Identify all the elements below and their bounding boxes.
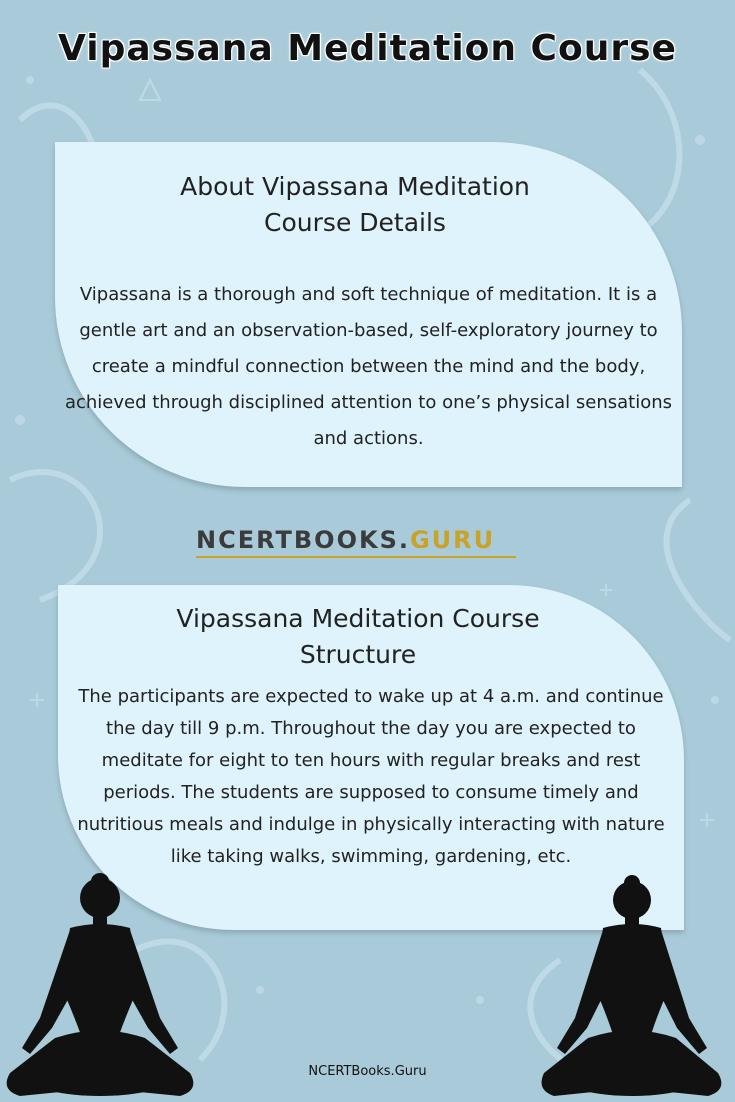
page-title: Vipassana Meditation Course — [58, 28, 677, 69]
about-body: Vipassana is a thorough and soft technique of meditation. It is a gentle art and an observation-based, self-exploratory journey to create a mindful connection between the mind and the body, achieved through disciplined attention to one’s physical sensations and actions. — [64, 284, 673, 449]
about-title: About Vipassana Meditation Course Details — [180, 172, 530, 237]
brand-logo — [196, 526, 541, 556]
structure-body: The participants are expected to wake up at 4 a.m. and continue the day till 9 p.m. Throughout the day you are expected to meditate for eight to ten hours with regular breaks and rest periods. The students are supposed to consume timely and nutritious meals and indulge in physically interacting with nature like taking walks, swimming, gardening, etc. — [77, 686, 665, 867]
brand-main: NCERTBOOKS. — [196, 526, 410, 554]
structure-title: Vipassana Meditation Course Structure — [176, 604, 540, 669]
brand-accent: GURU — [409, 526, 496, 554]
footer-credit: NCERTBooks.Guru — [308, 1064, 427, 1079]
about-card — [55, 142, 682, 487]
brand-underline — [196, 556, 516, 558]
